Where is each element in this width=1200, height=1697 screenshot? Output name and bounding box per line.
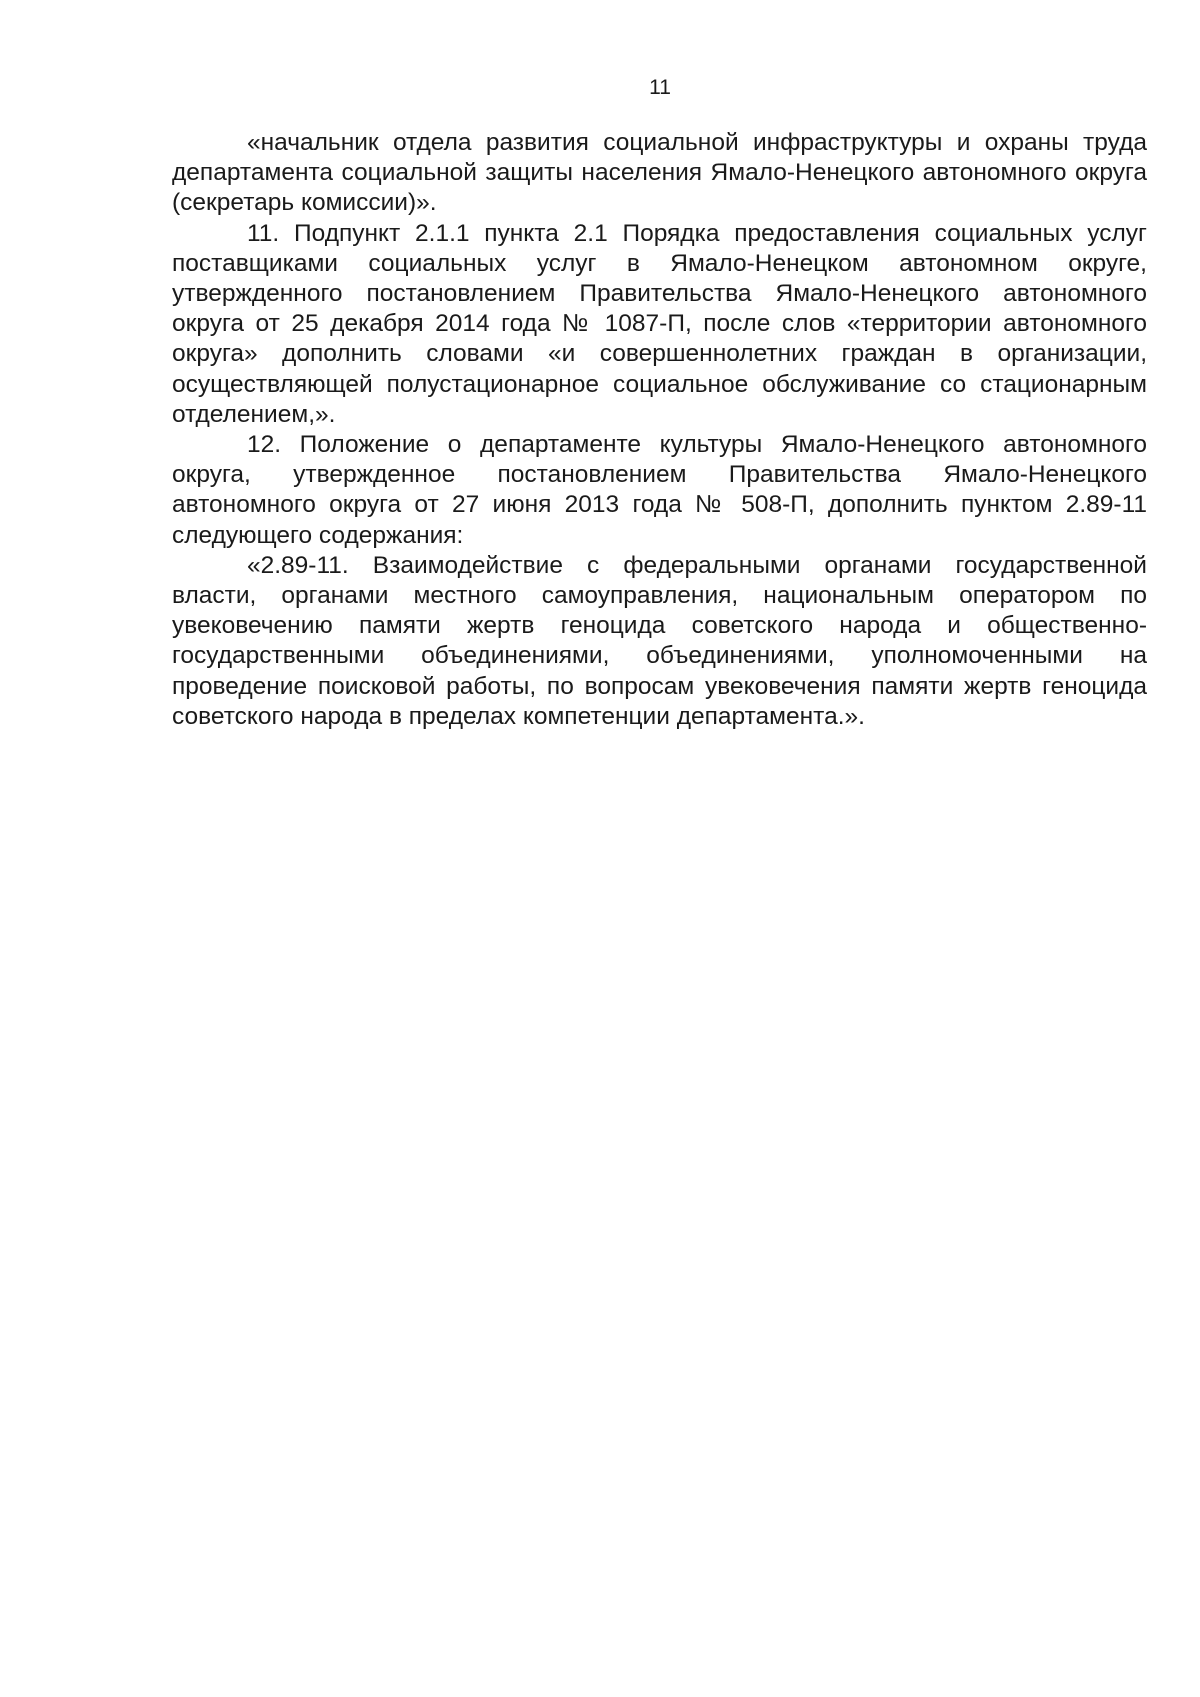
paragraph-item-12: 12. Положение о департаменте культуры Ямало-Ненецкого автономного округа, утвержденное постановлением Правительства Ямало-Ненецкого автономного округа от 27 июня 2013 года № 508-П, дополнить пунктом 2.89-11 следующего содержания:	[172, 431, 1147, 549]
document-body	[172, 128, 1147, 732]
paragraph-item-11: 11. Подпункт 2.1.1 пункта 2.1 Порядка предоставления социальных услуг поставщиками социальных услуг в Ямало-Ненецком автономном округе, утвержденного постановлением Правительства Ямало-Ненецкого автономного округа от 25 декабря 2014 года № 1087-П, после слов «территории автономного округа» дополнить словами «и совершеннолетних граждан в организации, осуществляющей полустационарное социальное обслуживание со стационарным отделением,».	[172, 219, 1147, 428]
paragraph-commission-secretary: «начальник отдела развития социальной инфраструктуры и охраны труда департамента социальной защиты населения Ямало-Ненецкого автономного округа (секретарь комиссии)».	[172, 129, 1147, 217]
paragraph-item-2-89-11: «2.89-11. Взаимодействие с федеральными органами государственной власти, органами местного самоуправления, национальным оператором по увековечению памяти жертв геноцида советского народа и общественно-государственными объединениями, объединениями, уполномоченными на проведение поисковой работы, по вопросам увековечения памяти жертв геноцида советского народа в пределах компетенции департамента.».	[172, 551, 1147, 730]
page-number: 11	[649, 76, 671, 99]
